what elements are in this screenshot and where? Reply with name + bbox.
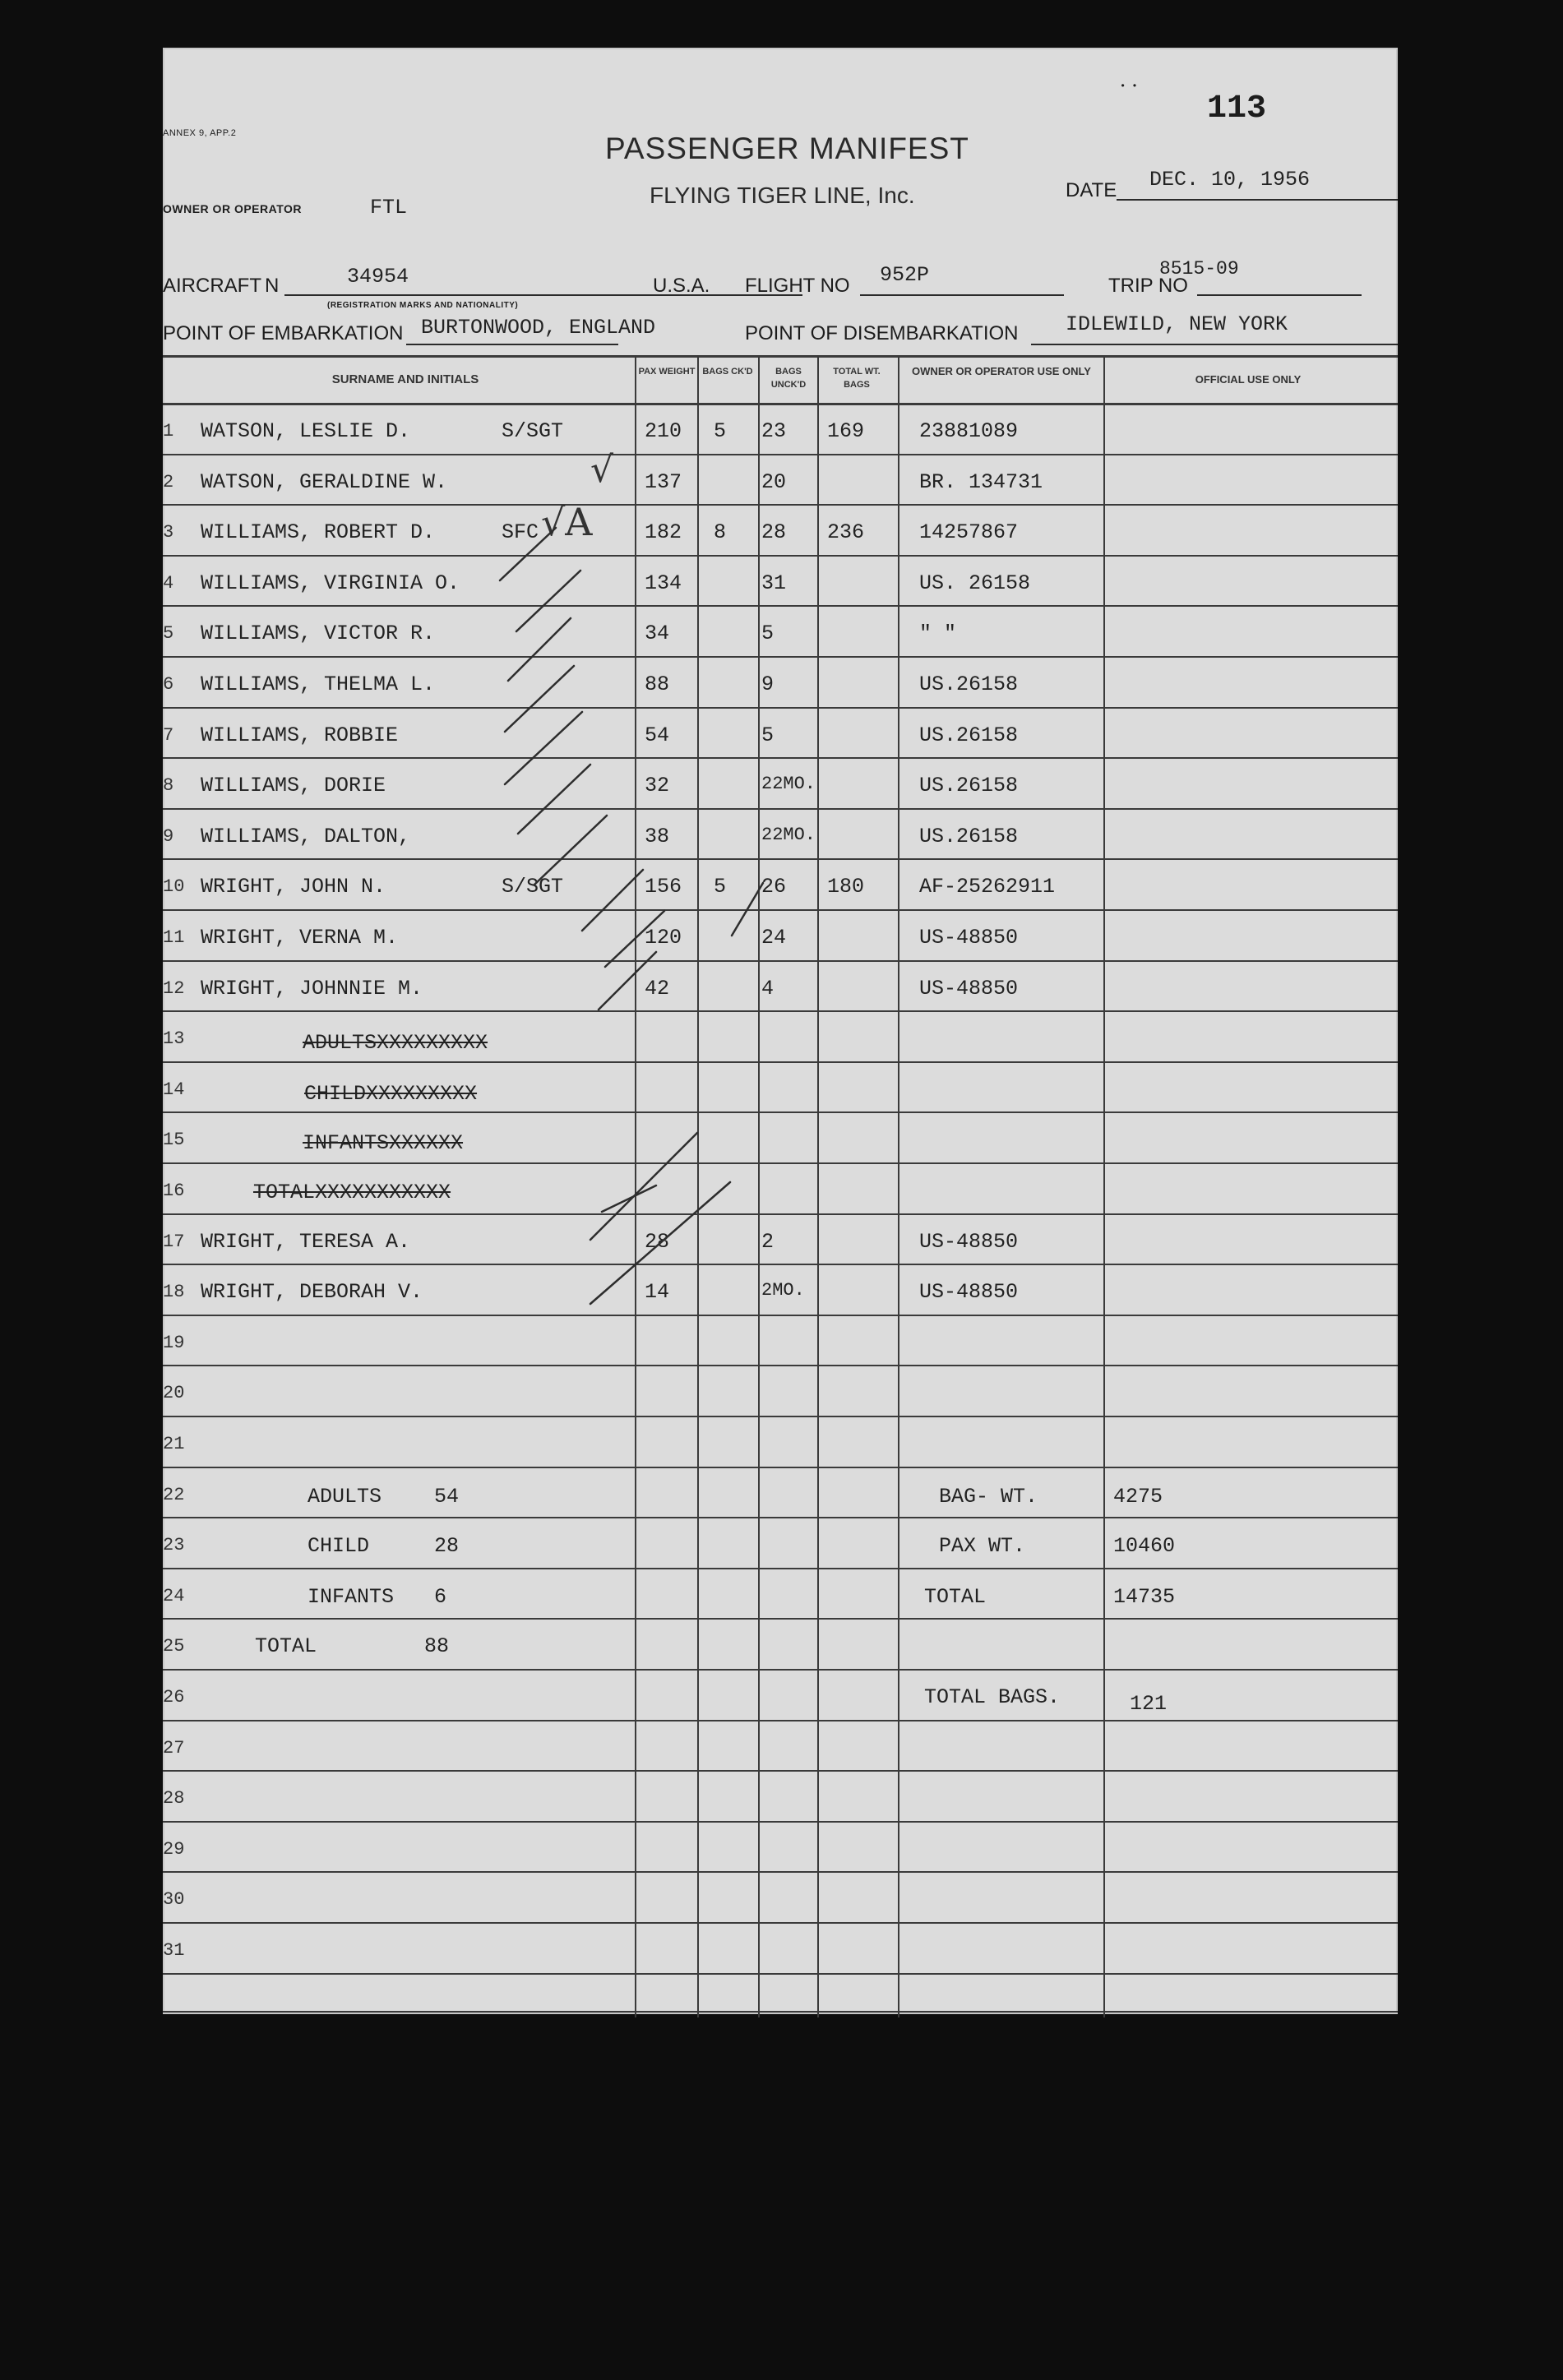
row-number: 10 xyxy=(163,876,185,898)
manifest-title: PASSENGER MANIFEST xyxy=(605,132,969,165)
total-bag-weight: 169 xyxy=(827,419,865,443)
bags-unchecked: 22MO. xyxy=(761,824,816,845)
passenger-name: WILLIAMS, VIRGINIA O. xyxy=(201,571,460,595)
passenger-name: WRIGHT, DEBORAH V. xyxy=(201,1280,423,1305)
col-official: OFFICIAL USE ONLY xyxy=(1195,373,1302,386)
passenger-name: WILLIAMS, ROBBIE xyxy=(201,723,399,747)
row-number: 29 xyxy=(163,1838,185,1860)
nationality: U.S.A. xyxy=(653,275,710,297)
bag-wt-value: 4275 xyxy=(1113,1485,1163,1509)
date-value: DEC. 10, 1956 xyxy=(1149,168,1311,192)
passenger-name: WILLIAMS, DALTON, xyxy=(201,824,411,848)
aircraft-label: AIRCRAFT xyxy=(163,275,261,297)
struck-entry: ADULTSXXXXXXXXX xyxy=(303,1031,488,1055)
total-bags-label: TOTAL BAGS. xyxy=(924,1685,1061,1709)
pax-weight: 156 xyxy=(645,875,682,899)
row-number: 17 xyxy=(163,1231,185,1252)
owner-use-value: 14257867 xyxy=(919,520,1019,545)
aircraft-value: 34954 xyxy=(347,265,409,289)
row-number: 2 xyxy=(163,471,174,492)
passenger-name: WATSON, GERALDINE W. xyxy=(201,469,448,494)
row-number: 26 xyxy=(163,1687,185,1708)
bags-unchecked: 23 xyxy=(761,419,787,443)
bags-unchecked: 2 xyxy=(761,1229,775,1254)
flight-label: FLIGHT NO xyxy=(745,275,850,297)
carrier-name: FLYING TIGER LINE, Inc. xyxy=(650,183,915,208)
pax-weight: 88 xyxy=(645,672,670,696)
owner-use-value: US.26158 xyxy=(919,672,1019,696)
owner-use-value: US. 26158 xyxy=(919,571,1031,595)
embark-value: BURTONWOOD, ENGLAND xyxy=(421,316,656,340)
row-number: 21 xyxy=(163,1434,185,1454)
passenger-name: WRIGHT, JOHN N. xyxy=(201,875,386,899)
col-pax-weight: PAX WEIGHT xyxy=(638,367,696,377)
passenger-name: WILLIAMS, VICTOR R. xyxy=(201,622,436,646)
embark-label: POINT OF EMBARKATION xyxy=(163,322,404,344)
tick-marks xyxy=(163,48,1398,2014)
col-bags-unckd: BAGS UNCK'D xyxy=(770,367,807,390)
grand-total-label: TOTAL xyxy=(924,1585,987,1609)
row-number: 22 xyxy=(163,1484,185,1505)
child-value: 28 xyxy=(434,1534,460,1558)
owner-label: OWNER OR OPERATOR xyxy=(163,202,302,215)
pax-weight: 42 xyxy=(645,976,670,1001)
disembark-value: IDLEWILD, NEW YORK xyxy=(1066,312,1288,336)
dots-mark: • • xyxy=(1120,81,1138,92)
passenger-rank: S/SGT xyxy=(502,419,564,443)
owner-use-value: US.26158 xyxy=(919,723,1019,747)
grand-total-value: 14735 xyxy=(1113,1585,1176,1609)
row-number: 8 xyxy=(163,775,174,797)
row-number: 1 xyxy=(163,421,174,441)
bags-unchecked: 31 xyxy=(761,571,787,595)
passenger-rank: SFC xyxy=(502,520,539,545)
col-total-wt: TOTAL WT. BAGS xyxy=(833,367,881,390)
passenger-name: WRIGHT, JOHNNIE M. xyxy=(201,976,423,1001)
check-mark: √ xyxy=(590,449,614,491)
owner-use-value: US.26158 xyxy=(919,824,1019,848)
owner-use-value: US-48850 xyxy=(919,1229,1019,1254)
owner-use-value: " " xyxy=(919,622,957,646)
col-surname: SURNAME AND INITIALS xyxy=(331,372,479,386)
row-number: 15 xyxy=(163,1130,185,1151)
bags-unchecked: 24 xyxy=(761,926,787,950)
struck-entry: INFANTSXXXXXX xyxy=(303,1131,464,1155)
row-number: 30 xyxy=(163,1889,185,1911)
owner-use-value: US-48850 xyxy=(919,1280,1019,1305)
row-number: 27 xyxy=(163,1737,185,1758)
manifest-sheet xyxy=(163,48,1398,2014)
flight-value: 952P xyxy=(880,263,930,287)
bags-unchecked: 5 xyxy=(761,723,775,747)
owner-use-value: 23881089 xyxy=(919,419,1019,443)
passenger-name: WILLIAMS, ROBERT D. xyxy=(201,520,436,545)
row-number: 23 xyxy=(163,1535,185,1556)
row-number: 31 xyxy=(163,1940,185,1961)
row-number: 4 xyxy=(163,572,174,594)
pax-weight: 120 xyxy=(645,926,682,950)
row-number: 6 xyxy=(163,674,174,695)
bags-unchecked: 5 xyxy=(761,622,775,646)
adults-value: 54 xyxy=(434,1485,460,1509)
passenger-name: WATSON, LESLIE D. xyxy=(201,419,411,443)
pax-weight: 14 xyxy=(645,1280,670,1305)
row-number: 19 xyxy=(163,1332,185,1353)
pax-weight: 54 xyxy=(645,723,670,747)
child-label: CHILD xyxy=(308,1534,370,1558)
bags-checked: 8 xyxy=(714,520,727,545)
trip-value: 8515-09 xyxy=(1159,258,1239,280)
owner-use-value: US-48850 xyxy=(919,976,1019,1001)
row-number: 24 xyxy=(163,1585,185,1606)
disembark-label: POINT OF DISEMBARKATION xyxy=(745,322,1019,344)
owner-use-value: US-48850 xyxy=(919,926,1019,950)
row-number: 25 xyxy=(163,1636,185,1657)
row-number: 28 xyxy=(163,1788,185,1809)
infants-label: INFANTS xyxy=(308,1585,395,1609)
aircraft-prefix: N xyxy=(265,275,280,297)
row-number: 18 xyxy=(163,1282,185,1303)
bags-unchecked: 26 xyxy=(761,875,787,899)
pax-weight: 210 xyxy=(645,419,682,443)
date-label: DATE xyxy=(1066,179,1117,201)
row-number: 20 xyxy=(163,1383,185,1404)
summary-total-value: 88 xyxy=(424,1634,450,1658)
pax-weight: 137 xyxy=(645,469,682,494)
handwritten-initials: √A xyxy=(541,500,593,544)
passenger-name: WRIGHT, VERNA M. xyxy=(201,926,399,950)
col-bags-ckd: BAGS CK'D xyxy=(702,367,753,377)
bags-unchecked: 4 xyxy=(761,976,775,1001)
row-number: 9 xyxy=(163,825,174,847)
col-owner-use: OWNER OR OPERATOR USE ONLY xyxy=(912,365,1091,377)
aircraft-sublabel: (REGISTRATION MARKS AND NATIONALITY) xyxy=(327,301,519,310)
bags-unchecked: 9 xyxy=(761,672,775,696)
pax-weight: 38 xyxy=(645,824,670,848)
row-number: 5 xyxy=(163,623,174,645)
row-number: 3 xyxy=(163,522,174,543)
passenger-name: WILLIAMS, DORIE xyxy=(201,774,386,798)
bags-unchecked: 28 xyxy=(761,520,787,545)
pax-wt-value: 10460 xyxy=(1113,1534,1176,1558)
owner-value: FTL xyxy=(370,196,408,220)
bags-checked: 5 xyxy=(714,419,727,443)
owner-use-value: US.26158 xyxy=(919,774,1019,798)
bags-unchecked: 20 xyxy=(761,469,787,494)
page-number: 113 xyxy=(1207,90,1267,127)
adults-label: ADULTS xyxy=(308,1485,382,1509)
struck-entry: CHILDXXXXXXXXX xyxy=(304,1082,478,1106)
summary-total-label: TOTAL xyxy=(255,1634,317,1658)
bags-checked: 5 xyxy=(714,875,727,899)
passenger-table xyxy=(163,48,1398,2014)
row-number: 12 xyxy=(163,977,185,999)
row-number: 14 xyxy=(163,1079,185,1100)
total-bag-weight: 236 xyxy=(827,520,865,545)
trip-label: TRIP NO xyxy=(1108,275,1188,297)
row-number: 16 xyxy=(163,1181,185,1201)
passenger-name: WRIGHT, TERESA A. xyxy=(201,1229,411,1254)
total-bags-value: 121 xyxy=(1130,1692,1168,1716)
owner-use-value: AF-25262911 xyxy=(919,875,1056,899)
bags-unchecked: 22MO. xyxy=(761,774,816,795)
pax-weight: 134 xyxy=(645,571,682,595)
struck-entry: TOTALXXXXXXXXXXX xyxy=(253,1181,451,1204)
passenger-rank: S/SGT xyxy=(502,875,564,899)
pax-weight: 182 xyxy=(645,520,682,545)
pax-wt-label: PAX WT. xyxy=(939,1534,1026,1558)
total-bag-weight: 180 xyxy=(827,875,865,899)
form-code: ANNEX 9, APP.2 xyxy=(163,128,237,138)
row-number: 7 xyxy=(163,724,174,746)
passenger-name: WILLIAMS, THELMA L. xyxy=(201,672,436,696)
row-number: 13 xyxy=(163,1028,185,1050)
infants-value: 6 xyxy=(434,1585,447,1609)
pax-weight: 28 xyxy=(645,1229,670,1254)
bag-wt-label: BAG- WT. xyxy=(939,1485,1038,1509)
owner-use-value: BR. 134731 xyxy=(919,469,1043,494)
bags-unchecked: 2MO. xyxy=(761,1280,805,1301)
pax-weight: 34 xyxy=(645,622,670,646)
row-number: 11 xyxy=(163,927,185,948)
pax-weight: 32 xyxy=(645,774,670,798)
